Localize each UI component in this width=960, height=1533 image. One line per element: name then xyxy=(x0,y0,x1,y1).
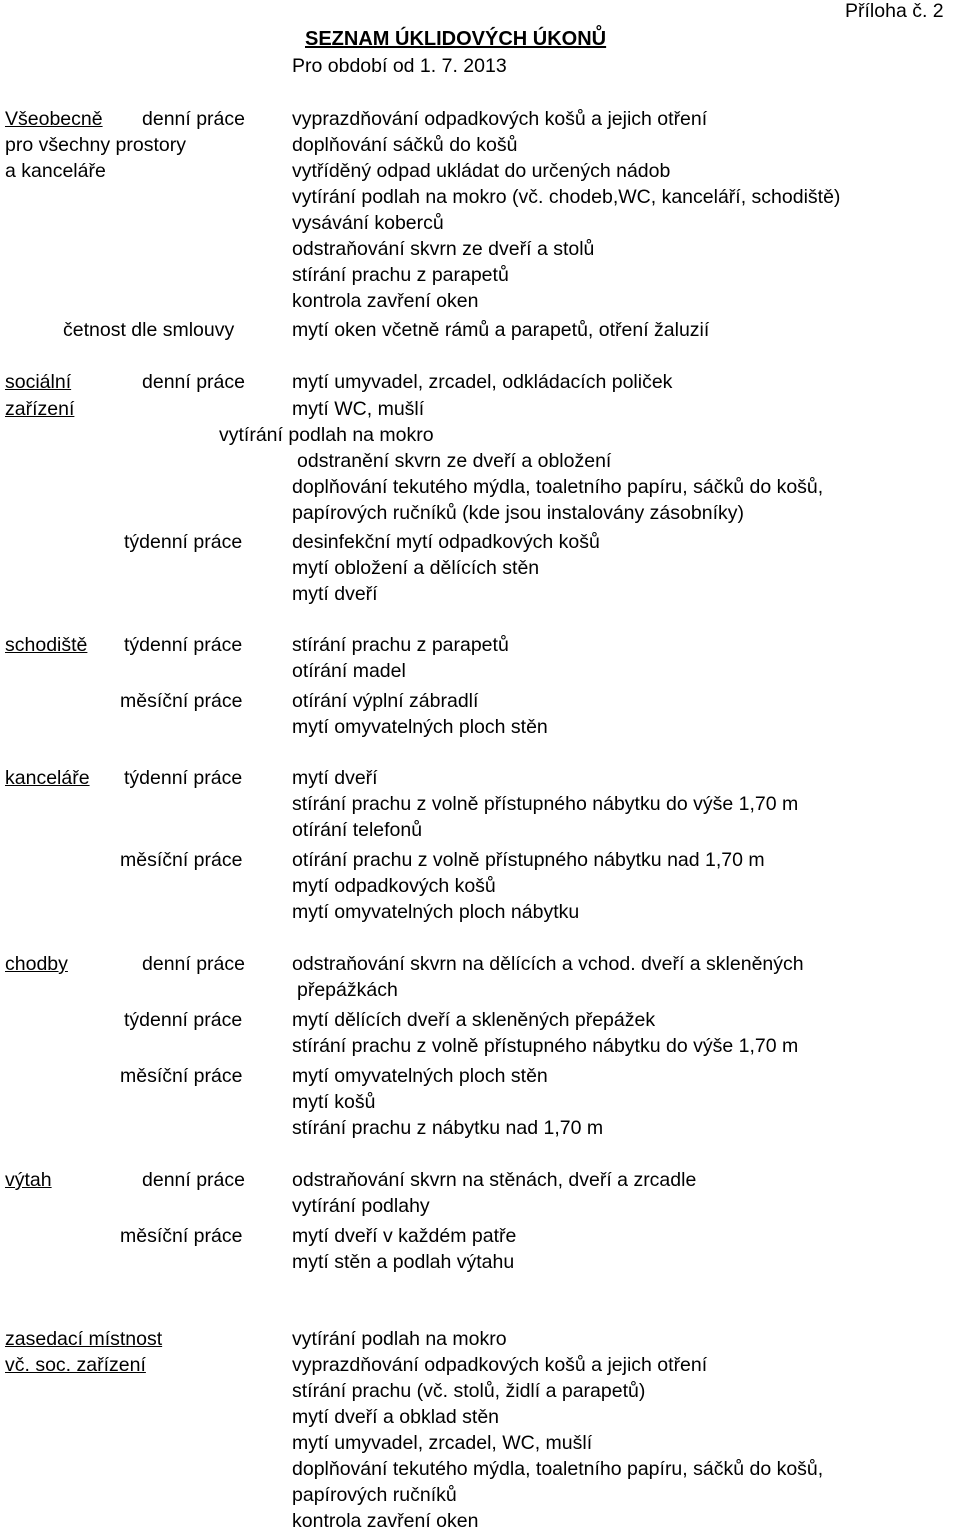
task-item: stírání prachu z parapetů xyxy=(292,264,509,286)
task-item: doplňování tekutého mýdla, toaletního papíru, sáčků do košů, xyxy=(292,476,824,498)
task-item: stírání prachu z volně přístupného nábytku do výše 1,70 m xyxy=(292,793,799,815)
frequency-label: měsíční práce xyxy=(120,849,243,871)
task-item: mytí odpadkových košů xyxy=(292,875,496,897)
task-item: vyprazdňování odpadkových košů a jejich otření xyxy=(292,1354,708,1376)
task-item: mytí dveří xyxy=(292,767,378,789)
task-item: mytí omyvatelných ploch stěn xyxy=(292,716,548,738)
annex-label: Příloha č. 2 xyxy=(845,0,944,22)
page-subtitle: Pro období od 1. 7. 2013 xyxy=(292,55,507,77)
task-item: desinfekční mytí odpadkových košů xyxy=(292,531,600,553)
frequency-label: měsíční práce xyxy=(120,690,243,712)
task-item: vytírání podlah na mokro xyxy=(292,1328,507,1350)
section-label: schodiště xyxy=(5,634,88,656)
task-item: mytí stěn a podlah výtahu xyxy=(292,1251,515,1273)
task-item: otírání prachu z volně přístupného nábytku nad 1,70 m xyxy=(292,849,765,871)
task-item: mytí košů xyxy=(292,1091,376,1113)
task-item: kontrola zavření oken xyxy=(292,290,479,312)
task-item: mytí omyvatelných ploch nábytku xyxy=(292,901,580,923)
section-label: Všeobecně xyxy=(5,108,103,130)
task-item: vytříděný odpad ukládat do určených nádob xyxy=(292,160,671,182)
task-item: doplňování tekutého mýdla, toaletního papíru, sáčků do košů, xyxy=(292,1458,824,1480)
frequency-label: četnost dle smlouvy xyxy=(63,319,235,341)
task-item: otírání telefonů xyxy=(292,819,423,841)
section-label: a kanceláře xyxy=(5,160,106,182)
task-item: stírání prachu z parapetů xyxy=(292,634,509,656)
task-item: mytí omyvatelných ploch stěn xyxy=(292,1065,548,1087)
frequency-label: týdenní práce xyxy=(124,531,243,553)
task-item: otírání výplní zábradlí xyxy=(292,690,479,712)
task-item: vytírání podlah na mokro (vč. chodeb,WC, kanceláří, schodiště) xyxy=(292,186,841,208)
section-label: zařízení xyxy=(5,398,75,420)
task-item: přepážkách xyxy=(297,979,398,1001)
frequency-label: denní práce xyxy=(142,108,245,130)
task-item: odstranění skvrn ze dveří a obložení xyxy=(297,450,612,472)
section-label: výtah xyxy=(5,1169,52,1191)
section-label: chodby xyxy=(5,953,68,975)
task-item: mytí umyvadel, zrcadel, odkládacích poliček xyxy=(292,371,673,393)
task-item: mytí dveří xyxy=(292,583,378,605)
frequency-label: denní práce xyxy=(142,1169,245,1191)
frequency-label: měsíční práce xyxy=(120,1225,243,1247)
task-item: vytírání podlahy xyxy=(292,1195,430,1217)
section-label: zasedací místnost xyxy=(5,1328,163,1350)
section-label: kanceláře xyxy=(5,767,90,789)
task-item: papírových ručníků (kde jsou instalovány zásobníky) xyxy=(292,502,744,524)
frequency-label: týdenní práce xyxy=(124,767,243,789)
section-label: vč. soc. zařízení xyxy=(5,1354,146,1376)
task-item: otírání madel xyxy=(292,660,406,682)
frequency-label: měsíční práce xyxy=(120,1065,243,1087)
frequency-label: týdenní práce xyxy=(124,1009,243,1031)
task-item: papírových ručníků xyxy=(292,1484,457,1506)
task-item: stírání prachu z volně přístupného nábytku do výše 1,70 m xyxy=(292,1035,799,1057)
task-item: mytí dveří v každém patře xyxy=(292,1225,517,1247)
task-item: kontrola zavření oken xyxy=(292,1510,479,1532)
task-item: stírání prachu (vč. stolů, židlí a parapetů) xyxy=(292,1380,646,1402)
section-label: sociální xyxy=(5,371,72,393)
task-item: vytírání podlah na mokro xyxy=(219,424,434,446)
frequency-label: denní práce xyxy=(142,953,245,975)
page-title: SEZNAM ÚKLIDOVÝCH ÚKONŮ xyxy=(305,28,607,50)
task-item: mytí oken včetně rámů a parapetů, otření žaluzií xyxy=(292,319,710,341)
task-item: mytí dveří a obklad stěn xyxy=(292,1406,500,1428)
task-item: vysávání koberců xyxy=(292,212,444,234)
frequency-label: denní práce xyxy=(142,371,245,393)
task-item: mytí dělících dveří a skleněných přepážek xyxy=(292,1009,656,1031)
task-item: stírání prachu z nábytku nad 1,70 m xyxy=(292,1117,604,1139)
task-item: odstraňování skvrn na dělících a vchod. dveří a skleněných xyxy=(292,953,804,975)
section-label: pro všechny prostory xyxy=(5,134,186,156)
task-item: mytí WC, mušlí xyxy=(292,398,425,420)
task-item: mytí obložení a dělících stěn xyxy=(292,557,540,579)
task-item: vyprazdňování odpadkových košů a jejich otření xyxy=(292,108,708,130)
task-item: odstraňování skvrn na stěnách, dveří a zrcadle xyxy=(292,1169,697,1191)
frequency-label: týdenní práce xyxy=(124,634,243,656)
task-item: doplňování sáčků do košů xyxy=(292,134,518,156)
task-item: odstraňování skvrn ze dveří a stolů xyxy=(292,238,595,260)
task-item: mytí umyvadel, zrcadel, WC, mušlí xyxy=(292,1432,593,1454)
